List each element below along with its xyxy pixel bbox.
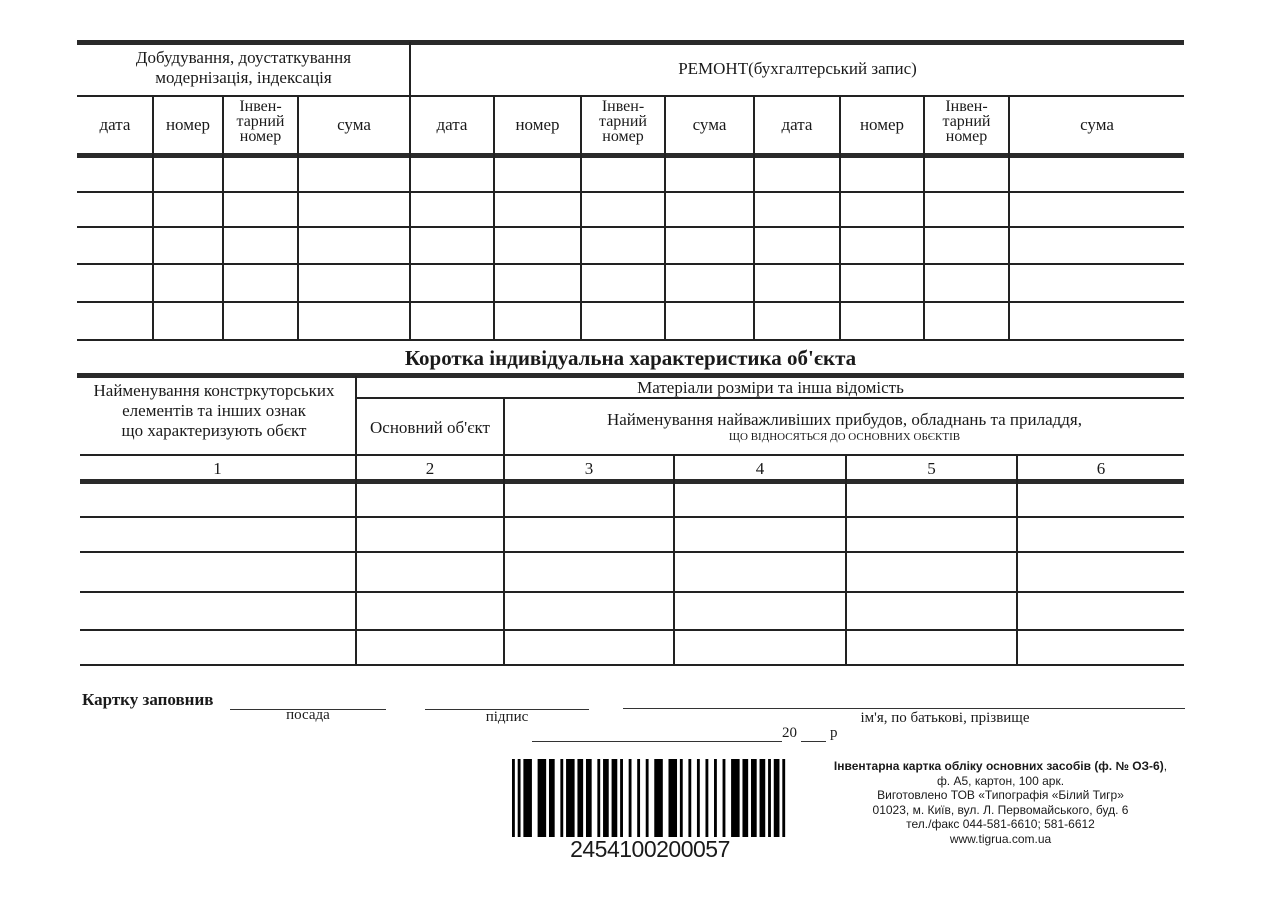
format-info: ф. А5, картон, 100 арк. — [936, 773, 1065, 788]
col-header-sum: сума — [337, 115, 371, 134]
col-header-date: дата — [436, 115, 468, 134]
header-line: Інвен- — [239, 98, 282, 115]
column-number: 3 — [584, 459, 594, 478]
row-line — [77, 263, 1184, 265]
repair-group-header: РЕМОНТ(бухгалтерський запис) — [678, 59, 917, 78]
col-header-number: номер — [165, 115, 211, 134]
barcode-bar — [646, 759, 649, 837]
column-number: 4 — [755, 459, 765, 478]
barcode-bar — [577, 759, 583, 837]
modernization-group-header — [78, 48, 409, 88]
barcode-bar — [760, 759, 766, 837]
row-line — [80, 591, 1184, 593]
barcode-bar — [668, 759, 677, 837]
date-year-prefix: 20 — [782, 725, 797, 741]
position-caption: посада — [286, 707, 330, 723]
row-line — [80, 516, 1184, 518]
barcode-bar — [560, 759, 563, 837]
barcode-bar — [774, 759, 780, 837]
barcode-bar — [586, 759, 592, 837]
header-line: модернізація, індексація — [155, 68, 332, 87]
barcode-bar — [637, 759, 640, 837]
group-header-divider — [356, 397, 1184, 399]
header-line: Інвен- — [945, 98, 988, 115]
barcode-bars — [512, 759, 788, 837]
header-divider — [77, 95, 1184, 97]
header-line: тарний — [236, 113, 285, 130]
row-line — [80, 551, 1184, 553]
table-border-top — [77, 40, 1184, 45]
barcode-bar — [714, 759, 717, 837]
signature-caption: підпис — [485, 709, 529, 725]
imprint-title-line — [808, 759, 1193, 774]
header-line: що характеризують обєкт — [121, 421, 307, 440]
row-line — [77, 226, 1184, 228]
barcode-bar — [697, 759, 700, 837]
section-title: Коротка індивідуальна характеристика об'єкта — [404, 346, 857, 370]
col-header-sum: сума — [692, 115, 727, 134]
barcode-bar — [566, 759, 575, 837]
structural-elements-header — [72, 381, 356, 441]
header-line: Добудування, доустаткування — [135, 48, 352, 67]
publisher-address: 01023, м. Київ, вул. Л. Первомайського, буд. 6 — [872, 802, 1129, 817]
barcode-bar — [705, 759, 708, 837]
col-header-inventory-number — [925, 99, 1008, 144]
col-header-sum: сума — [1080, 115, 1114, 134]
materials-group-header: Матеріали розміри та інша відомість — [637, 378, 904, 397]
date-field[interactable] — [532, 741, 782, 742]
header-line: Найменування констркуторських — [93, 381, 335, 400]
barcode-bar — [782, 759, 785, 837]
header-line: номер — [945, 128, 988, 145]
barcode-bar — [597, 759, 600, 837]
barcode-bar — [523, 759, 532, 837]
header-bottom-border — [77, 153, 1184, 158]
column-number: 1 — [213, 459, 222, 478]
col-header-date: дата — [781, 115, 813, 134]
barcode-bar — [742, 759, 748, 837]
filled-by-label: Картку заповнив — [82, 690, 214, 709]
barcode-bar — [629, 759, 632, 837]
col-header-number: номер — [515, 115, 560, 134]
barcode-bar — [751, 759, 757, 837]
barcode-bar — [620, 759, 623, 837]
accessories-subheader: ЩО ВІДНОСЯТЬСЯ ДО ОСНОВНИХ ОБЄКТІВ — [728, 431, 961, 443]
header-line: елементів та інших ознак — [122, 401, 306, 420]
group-divider — [409, 42, 411, 340]
publisher-phone: тел./факс 044-581-6610; 581-6612 — [906, 817, 1095, 831]
table-border-bottom — [80, 664, 1184, 666]
barcode-bar — [680, 759, 683, 837]
header-line: Інвен- — [601, 98, 645, 115]
barcode-bar — [518, 759, 521, 837]
publisher-imprint — [808, 759, 1193, 846]
col-header-inventory-number — [582, 99, 664, 144]
barcode-bar — [538, 759, 547, 837]
table-border-bottom — [77, 339, 1184, 341]
form-title: Інвентарна картка обліку основних засобів (ф. № ОЗ-6) — [833, 759, 1164, 773]
barcode-bar — [731, 759, 740, 837]
header-bottom-border — [80, 479, 1184, 484]
row-line — [77, 191, 1184, 193]
barcode-bar — [612, 759, 618, 837]
column-number: 2 — [425, 459, 435, 478]
barcode-bar — [723, 759, 726, 837]
publisher-name: Виготовлено ТОВ «Типографія «Білий Тигр» — [877, 788, 1124, 802]
col-header-date: дата — [99, 115, 131, 134]
header-divider — [80, 454, 1184, 456]
full-name-field[interactable] — [623, 708, 1185, 709]
col-line — [1016, 455, 1018, 666]
barcode-bar — [603, 759, 609, 837]
header-line: номер — [602, 128, 644, 145]
date-year-suffix: р — [830, 725, 838, 741]
col-header-inventory-number — [224, 99, 297, 144]
column-number: 6 — [1096, 459, 1106, 478]
barcode-bar — [512, 759, 515, 837]
date-year-field[interactable] — [801, 741, 826, 742]
publisher-website: www.tigrua.com.ua — [949, 831, 1052, 846]
row-line — [80, 629, 1184, 631]
col-header-number: номер — [859, 115, 905, 134]
full-name-caption: ім'я, по батькові, прізвище — [860, 710, 1030, 726]
row-line — [77, 301, 1184, 303]
header-line: тарний — [942, 113, 991, 130]
barcode-bar — [654, 759, 663, 837]
main-object-header: Основний об'єкт — [370, 418, 490, 437]
barcode-bar — [688, 759, 691, 837]
barcode-bar — [549, 759, 555, 837]
column-number: 5 — [927, 459, 936, 478]
punctuation: , — [1163, 759, 1168, 773]
header-line: номер — [239, 128, 282, 145]
accessories-header: Найменування найважливіших прибудов, обладнань та приладдя, — [606, 410, 1082, 429]
col-line — [673, 455, 675, 666]
col-line — [845, 455, 847, 666]
barcode-number: 2454100200057 — [570, 836, 730, 862]
table-border-top — [77, 373, 1184, 378]
header-line: тарний — [599, 113, 647, 130]
barcode-bar — [768, 759, 771, 837]
